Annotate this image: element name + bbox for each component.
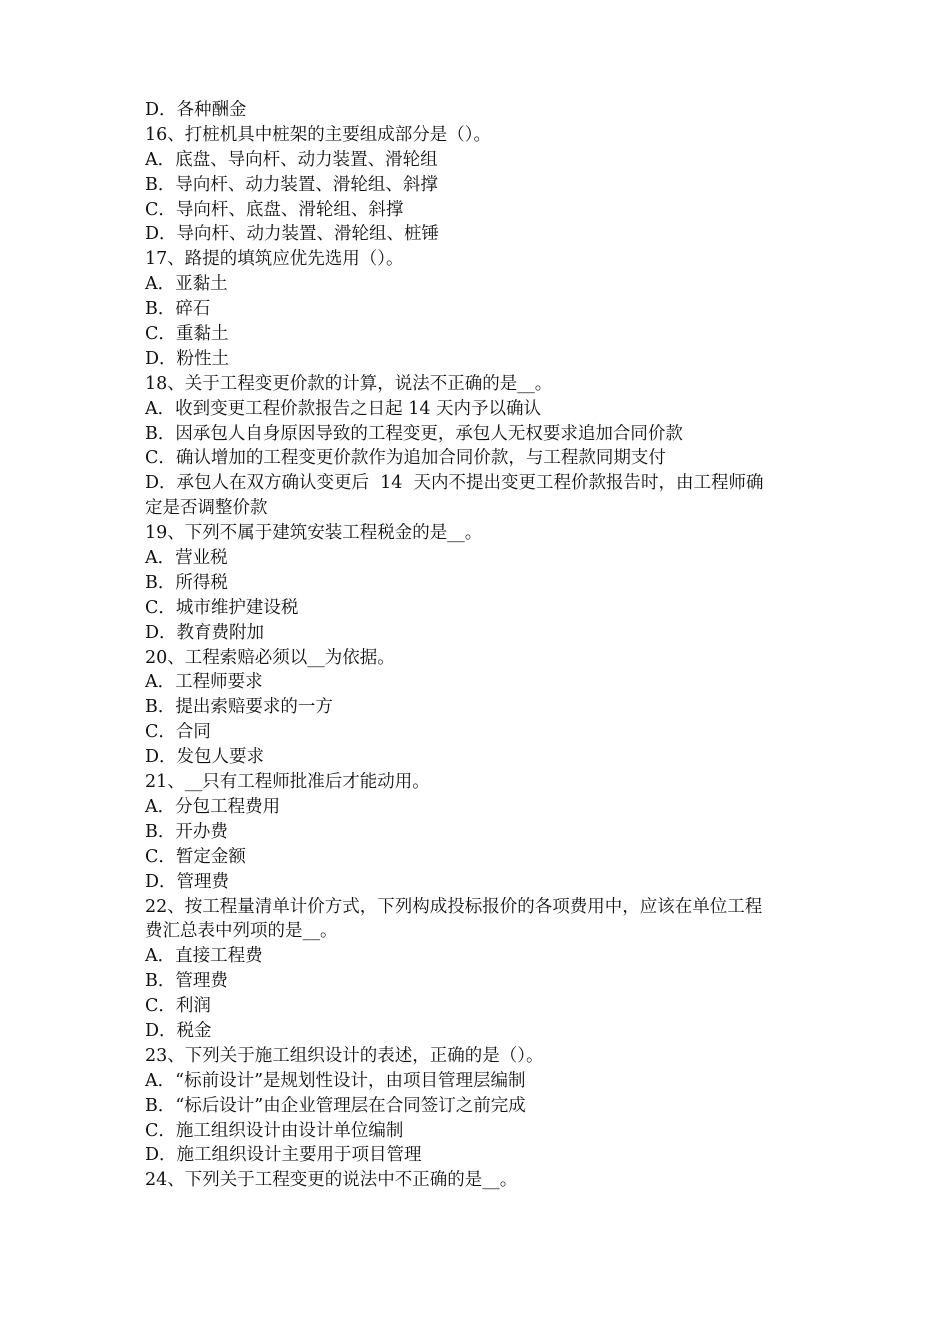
text-line: C．合同 <box>145 722 211 743</box>
text-line: 费汇总表中列项的是__。 <box>145 921 338 942</box>
text-line: D．承包人在双方确认变更后 14 天内不提出变更工程价款报告时，由工程师确 <box>145 473 764 494</box>
text-line: A．“标前设计”是规划性设计，由项目管理层编制 <box>145 1070 526 1091</box>
text-line: C．重黏土 <box>145 324 229 345</box>
text-line: A．分包工程费用 <box>145 796 281 817</box>
text-line: 20、工程索赔必须以__为依据。 <box>145 647 395 668</box>
text-line: 定是否调整价款 <box>145 498 268 519</box>
text-line: B．提出索赔要求的一方 <box>145 697 333 718</box>
text-line: 21、__只有工程师批准后才能动用。 <box>145 772 430 793</box>
document-body <box>145 98 810 1193</box>
text-line: B．导向杆、动力装置、滑轮组、斜撑 <box>145 174 438 195</box>
text-line: 24、下列关于工程变更的说法中不正确的是__。 <box>145 1170 518 1191</box>
text-line: 16、打桩机具中桩架的主要组成部分是（）。 <box>145 124 492 145</box>
text-line: C．施工组织设计由设计单位编制 <box>145 1120 404 1141</box>
text-line: B．管理费 <box>145 971 228 992</box>
text-line: 18、关于工程变更价款的计算，说法不正确的是__。 <box>145 373 553 394</box>
text-line: D．教育费附加 <box>145 622 265 643</box>
text-line: C．暂定金额 <box>145 846 246 867</box>
text-line: A．收到变更工程价款报告之日起 14 天内予以确认 <box>145 398 542 419</box>
text-line: D．发包人要求 <box>145 747 265 768</box>
text-line: D．税金 <box>145 1020 212 1041</box>
text-line: A．直接工程费 <box>145 946 263 967</box>
text-line: B．碎石 <box>145 299 211 320</box>
text-line: D．各种酬金 <box>145 100 247 120</box>
text-line: 23、下列关于施工组织设计的表述，正确的是（）。 <box>145 1045 544 1066</box>
text-line: 19、下列不属于建筑安装工程税金的是__。 <box>145 523 483 544</box>
text-line: 22、按工程量清单计价方式，下列构成投标报价的各项费用中，应该在单位工程 <box>145 896 763 917</box>
text-line: D．施工组织设计主要用于项目管理 <box>145 1145 422 1166</box>
text-line: B．“标后设计”由企业管理层在合同签订之前完成 <box>145 1095 526 1116</box>
text-line: D．导向杆、动力装置、滑轮组、桩锤 <box>145 224 440 245</box>
text-line: B．所得税 <box>145 572 228 593</box>
text-line: C．城市维护建设税 <box>145 597 299 618</box>
text-line: C．确认增加的工程变更价款作为追加合同价款，与工程款同期支付 <box>145 448 666 469</box>
text-line: A．底盘、导向杆、动力装置、滑轮组 <box>145 149 438 170</box>
text-line: B．开办费 <box>145 821 228 842</box>
text-line: D．粉性土 <box>145 348 230 369</box>
text-line: 17、路提的填筑应优先选用（）。 <box>145 249 404 270</box>
text-line: C．导向杆、底盘、滑轮组、斜撑 <box>145 199 404 220</box>
text-line: A．工程师要求 <box>145 672 263 693</box>
text-line: C．利润 <box>145 996 211 1017</box>
text-line: D．管理费 <box>145 871 230 892</box>
text-line: A．营业税 <box>145 548 228 569</box>
text-line: B．因承包人自身原因导致的工程变更，承包人无权要求追加合同价款 <box>145 423 683 444</box>
text-line: A．亚黏土 <box>145 274 228 295</box>
